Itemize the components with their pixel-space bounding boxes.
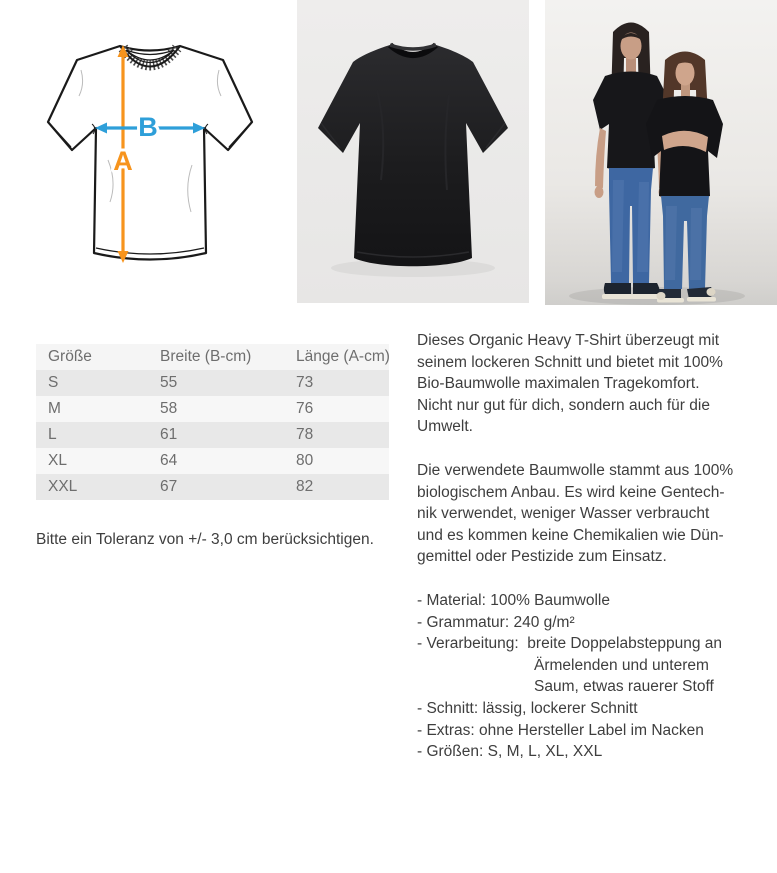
tshirt-outline	[48, 46, 252, 260]
tshirt-measurement-diagram	[20, 24, 270, 288]
width-cell: 55	[160, 374, 178, 391]
size-guide-image[interactable]	[20, 24, 270, 288]
product-description	[417, 330, 777, 763]
length-cell: 76	[296, 400, 314, 417]
spec-material: - Material: 100% Baumwolle	[417, 591, 610, 609]
spec-grammatur: - Grammatur: 240 g/m²	[417, 613, 575, 631]
size-table-header-length: Länge (A-cm)	[296, 348, 390, 365]
spec-groessen: - Größen: S, M, L, XL, XXL	[417, 743, 603, 761]
paragraph-line: Umwelt.	[417, 418, 473, 436]
paragraph-line: Die verwendete Baumwolle stammt aus 100%	[417, 461, 734, 479]
size-cell: XXL	[48, 478, 78, 495]
width-cell: 61	[160, 426, 178, 443]
tolerance-note: Bitte ein Toleranz von +/- 3,0 cm berücksichtigen.	[36, 531, 374, 548]
size-table-header-size: Größe	[48, 348, 92, 365]
product-photo-front[interactable]	[297, 0, 529, 303]
paragraph-line: nik verwendet, weniger Wasser verbraucht	[417, 505, 710, 523]
paragraph-line: Nicht nur gut für dich, sondern auch für die	[417, 396, 710, 414]
paragraph-line: biologischem Anbau. Es wird keine Gentech-	[417, 483, 725, 501]
spec-extras: - Extras: ohne Hersteller Label im Nacken	[417, 721, 704, 739]
spec-schnitt: - Schnitt: lässig, lockerer Schnitt	[417, 699, 638, 717]
length-cell: 80	[296, 452, 314, 469]
size-cell: L	[48, 426, 57, 443]
models-wearing-tshirt-photo	[545, 0, 777, 305]
paragraph-line: Bio-Baumwolle maximalen Tragekomfort.	[417, 375, 700, 393]
description-paragraph-2	[417, 460, 777, 568]
paragraph-line: und es kommen keine Chemikalien wie Dün-	[417, 526, 724, 544]
size-table-header-row	[36, 344, 389, 370]
paragraph-line: Dieses Organic Heavy T-Shirt überzeugt mit	[417, 332, 720, 349]
description-paragraph-1	[417, 330, 777, 438]
spec-verarbeitung: - Verarbeitung: breite Doppelabsteppung an	[417, 635, 723, 653]
width-label-b: B	[138, 112, 158, 142]
paragraph-line: gemittel oder Pestizide zum Einsatz.	[417, 548, 667, 566]
paragraph-line: seinem lockeren Schnitt und bietet mit 100%	[417, 353, 723, 371]
size-cell: M	[48, 400, 61, 417]
table-row	[36, 370, 389, 396]
spec-verarbeitung-continued: Ärmelenden und unterem	[534, 656, 709, 674]
size-table	[36, 344, 389, 500]
spec-verarbeitung-continued: Saum, etwas rauerer Stoff	[534, 678, 714, 696]
size-cell: S	[48, 374, 59, 391]
table-row	[36, 474, 389, 500]
table-row	[36, 396, 389, 422]
product-spec-list	[417, 590, 777, 763]
length-label-a: A	[113, 146, 133, 176]
product-photo-models[interactable]	[545, 0, 777, 305]
black-tshirt-photo	[297, 0, 529, 303]
size-cell: XL	[48, 452, 67, 469]
width-cell: 58	[160, 400, 178, 417]
table-row	[36, 448, 389, 474]
width-cell: 64	[160, 452, 178, 469]
width-cell: 67	[160, 478, 178, 495]
length-cell: 73	[296, 374, 314, 391]
length-cell: 82	[296, 478, 314, 495]
table-row	[36, 422, 389, 448]
length-cell: 78	[296, 426, 314, 443]
size-table-header-width: Breite (B-cm)	[160, 348, 252, 365]
